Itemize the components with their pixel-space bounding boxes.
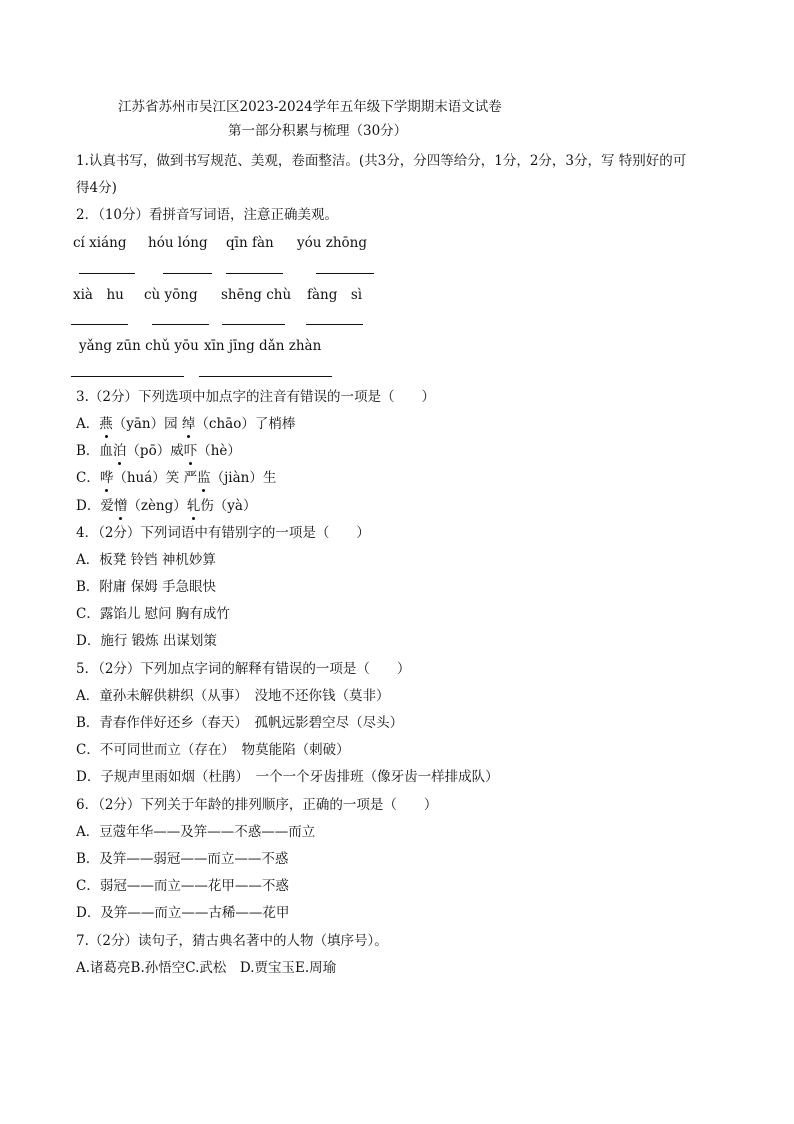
pinyin-9: yǎng zūn chǔ yōu (79, 338, 199, 354)
option-text: 血 (99, 443, 113, 459)
q5-option-b: B．青春作伴好还乡（春天） 孤帆远影碧空尽（尽头） (76, 715, 404, 731)
pinyin-7: shēng chù (221, 287, 292, 303)
answer-blank-7[interactable] (222, 324, 285, 325)
answer-blank-8[interactable] (306, 324, 363, 325)
pinyin-6: cù yōng (144, 287, 198, 303)
q3-option-c (76, 469, 736, 487)
q6-option-c: C．弱冠——而立——花甲——不惑 (76, 878, 289, 894)
q3-option-b (76, 442, 736, 460)
option-label: D． (76, 498, 101, 514)
pinyin-10: xīn jīng dǎn zhàn (204, 338, 322, 354)
q6-option-d: D．及笄——而立——古稀——花甲 (76, 905, 290, 921)
q3-option-d (76, 497, 736, 515)
answer-blank-4[interactable] (316, 273, 374, 274)
q5-option-d: D．子规声里雨如烟（杜鹃） 一个一个牙齿排班（像牙齿一样排成队） (76, 769, 499, 785)
q7-options: A.诸葛亮B.孙悟空C.武松 D.贾宝玉E.周瑜 (76, 960, 337, 976)
option-label: C． (76, 470, 100, 486)
option-text: （chāo）了梢棒 (195, 416, 296, 432)
q5-option-a: A．童孙未解供耕织（从事） 没地不还你钱（莫非） (76, 688, 390, 704)
option-text: （jiàn）生 (210, 470, 277, 486)
dotted-char: 吓 (183, 443, 198, 459)
pinyin-1: cí xiáng (73, 235, 127, 251)
option-text: 爱 (100, 498, 114, 514)
answer-blank-1[interactable] (79, 273, 135, 274)
section-title: 第一部分积累与梳理（30分） (228, 123, 408, 139)
option-text: （hè） (197, 443, 241, 459)
dotted-char: 憎 (113, 498, 128, 514)
option-label: B． (76, 443, 100, 459)
answer-blank-6[interactable] (152, 324, 209, 325)
answer-blank-10[interactable] (199, 376, 332, 377)
pinyin-3: qīn fàn (226, 235, 274, 251)
option-text: 伤（yà） (200, 498, 257, 514)
q3-stem: 3.（2分）下列选项中加点字的注音有错误的一项是（ ） (76, 389, 435, 405)
dotted-char: 泊 (112, 443, 127, 459)
exam-title: 江苏省苏州市吴江区2023-2024学年五年级下学期期末语文试卷 (118, 99, 502, 115)
option-text: （huá）笑 严 (113, 470, 198, 486)
pinyin-2: hóu lóng (148, 235, 208, 251)
dotted-char: 哗 (99, 470, 114, 486)
option-text: （yān）园 (112, 416, 182, 432)
q2-stem: 2．（10分）看拼音写词语，注意正确美观。 (76, 207, 339, 223)
q7-stem: 7.（2分）读句子，猜古典名著中的人物（填序号）。 (76, 933, 388, 949)
option-text: （zèng） (127, 498, 187, 514)
dotted-char: 绰 (181, 416, 196, 432)
answer-blank-9[interactable] (71, 376, 184, 377)
q6-option-b: B．及笄——弱冠——而立——不惑 (76, 851, 289, 867)
q5-stem: 5．（2分）下列加点字词的解释有错误的一项是（ ） (76, 661, 411, 677)
q4-option-b: B．附庸 保姆 手急眼快 (76, 579, 217, 595)
q1-line1: 1.认真书写，做到书写规范、美观，卷面整洁。(共3分，分四等给分，1分，2分，3分，写 特别好的可 (76, 153, 687, 169)
q4-option-a: A．板凳 铃铛 神机妙算 (76, 552, 216, 568)
q3-option-a (76, 415, 736, 433)
q1-line2: 得4分) (76, 180, 117, 196)
dotted-char: 监 (197, 470, 211, 486)
pinyin-5: xià hu (73, 287, 124, 303)
answer-blank-2[interactable] (163, 273, 212, 274)
q4-option-c: C．露馅儿 慰问 胸有成竹 (76, 606, 230, 622)
dotted-char: 燕 (99, 416, 113, 432)
q6-option-a: A．豆蔻年华——及笄——不惑——而立 (76, 824, 316, 840)
q6-stem: 6．（2分）下列关于年龄的排列顺序，正确的一项是（ ） (76, 797, 438, 813)
answer-blank-5[interactable] (71, 324, 128, 325)
dotted-char: 轧 (186, 498, 201, 514)
answer-blank-3[interactable] (226, 273, 283, 274)
option-label: A． (76, 416, 100, 432)
q5-option-c: C．不可同世而立（存在） 物莫能陷（刺破） (76, 742, 350, 758)
q4-stem: 4．（2分）下列词语中有错别字的一项是（ ） (76, 525, 370, 541)
q4-option-d: D．施行 锻炼 出谋划策 (76, 633, 217, 649)
pinyin-4: yóu zhōng (297, 235, 368, 251)
option-text: （pō）威 (126, 443, 184, 459)
pinyin-8: fàng sì (307, 287, 363, 303)
